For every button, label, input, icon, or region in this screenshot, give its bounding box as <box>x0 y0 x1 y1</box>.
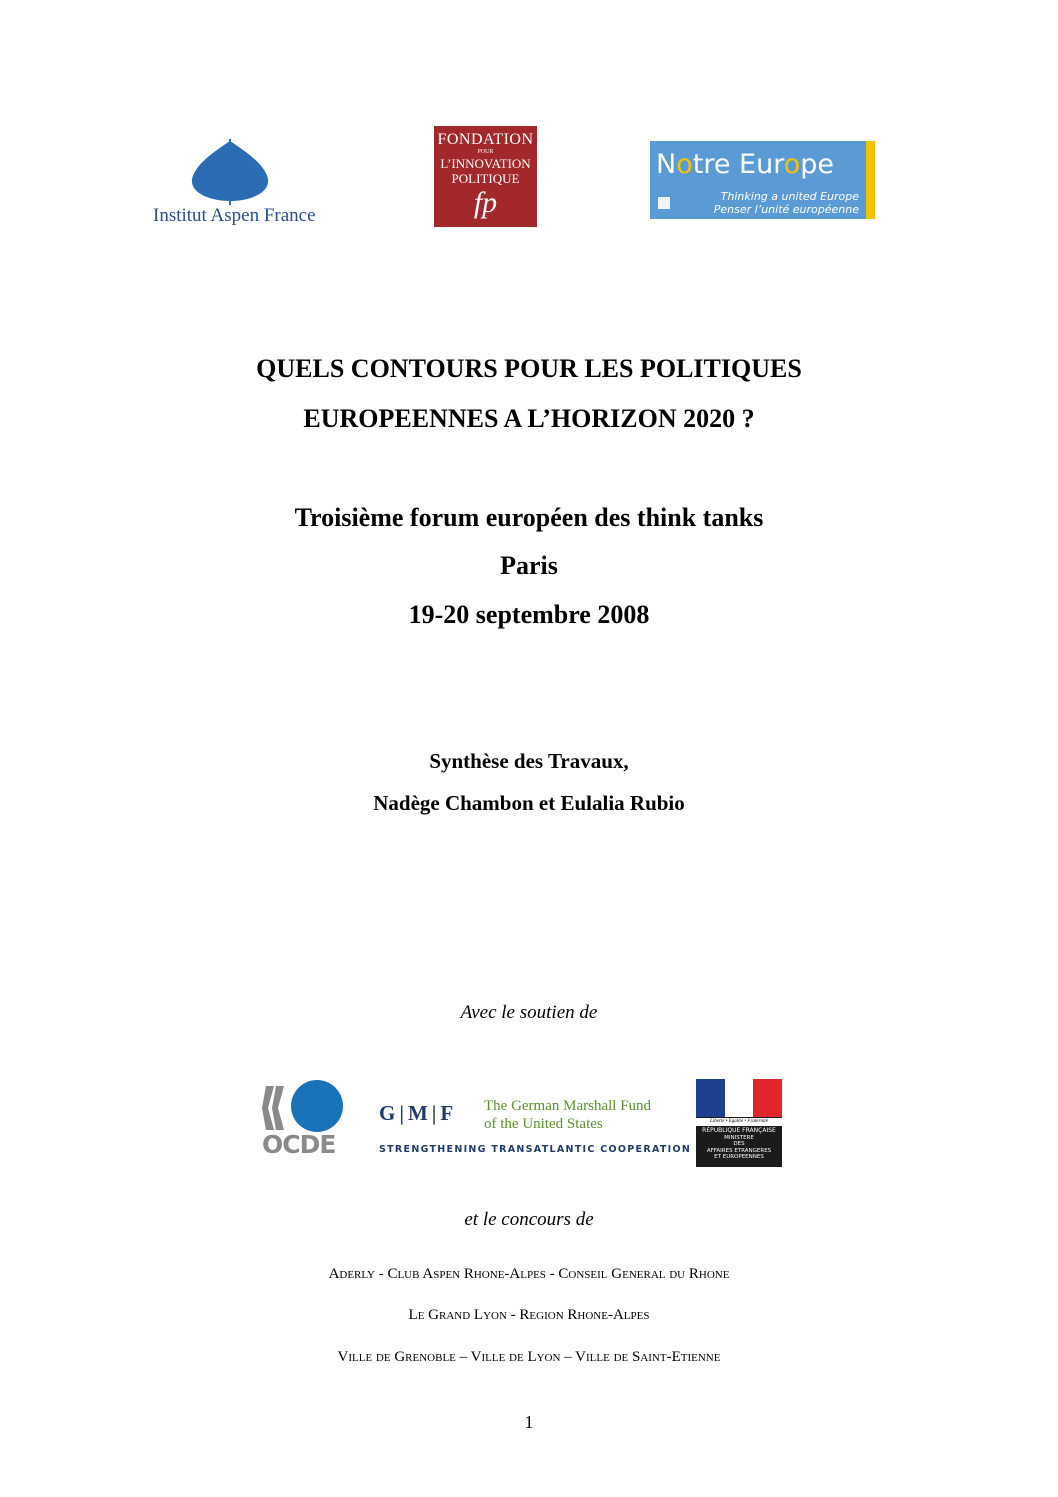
ocde-text: OCDE <box>262 1130 336 1159</box>
gmf-logo <box>376 1094 692 1164</box>
concours-label: et le concours de <box>464 1209 594 1230</box>
partners-line3: Ville de Grenoble – Ville de Lyon – Ville de Saint-Etienne <box>337 1349 721 1365</box>
fondation-line3: L’INNOVATION <box>440 156 531 171</box>
partners-line2: Le Grand Lyon - Region Rhone-Alpes <box>408 1307 650 1323</box>
event-city: Paris <box>500 551 558 580</box>
fondation-line1: FONDATION <box>437 131 534 148</box>
synthesis-authors: Nadège Chambon et Eulalia Rubio <box>373 791 685 815</box>
fondation-line4: POLITIQUE <box>451 171 520 186</box>
republique-francaise-logo <box>696 1079 782 1167</box>
republique-name: RÉPUBLIQUE FRANÇAISE <box>702 1127 776 1134</box>
ocde-logo <box>262 1078 344 1160</box>
event-name: Troisième forum européen des think tanks <box>294 503 764 532</box>
event-date: 19-20 septembre 2008 <box>408 600 650 629</box>
support-label: Avec le soutien de <box>460 1002 598 1023</box>
document-title-line1: QUELS CONTOURS POUR LES POLITIQUES <box>256 354 802 383</box>
page-number: 1 <box>524 1412 534 1432</box>
notre-europe-title: Notre Europe <box>656 149 834 180</box>
gmf-name-line2: of the United States <box>484 1116 603 1132</box>
aspen-logo-text: Institut Aspen France <box>153 205 316 226</box>
fondation-mark: fp <box>473 186 498 219</box>
synthesis-label: Synthèse des Travaux, <box>429 749 629 773</box>
partners-line1: Aderly - Club Aspen Rhone-Alpes - Conseil General du Rhone <box>328 1266 730 1282</box>
french-flag-icon <box>696 1079 782 1117</box>
fondation-line2: POUR <box>477 149 494 155</box>
gmf-letters: G|M|F <box>379 1101 458 1125</box>
aspen-logo <box>150 135 350 230</box>
fondation-logo <box>434 126 537 227</box>
ministry-name: MINISTERE DES AFFAIRES ETRANGERES ET EUROPEENNES <box>706 1135 772 1160</box>
document-title-line2: EUROPEENNES A L’HORIZON 2020 ? <box>303 404 755 433</box>
gmf-name-line1: The German Marshall Fund <box>484 1098 652 1114</box>
gmf-tagline: STRENGTHENING TRANSATLANTIC COOPERATION <box>379 1144 692 1155</box>
notre-europe-logo <box>650 141 875 219</box>
republique-motto: Liberté • Égalité • Fraternité <box>696 1118 782 1126</box>
notre-europe-tagline-en: Thinking a united Europe <box>720 190 859 203</box>
aspen-leaf-icon <box>150 135 350 205</box>
notre-europe-tagline-fr: Penser l’unité européenne <box>713 203 859 216</box>
notre-europe-stripe <box>866 141 875 219</box>
eu-flag-icon <box>658 197 670 209</box>
